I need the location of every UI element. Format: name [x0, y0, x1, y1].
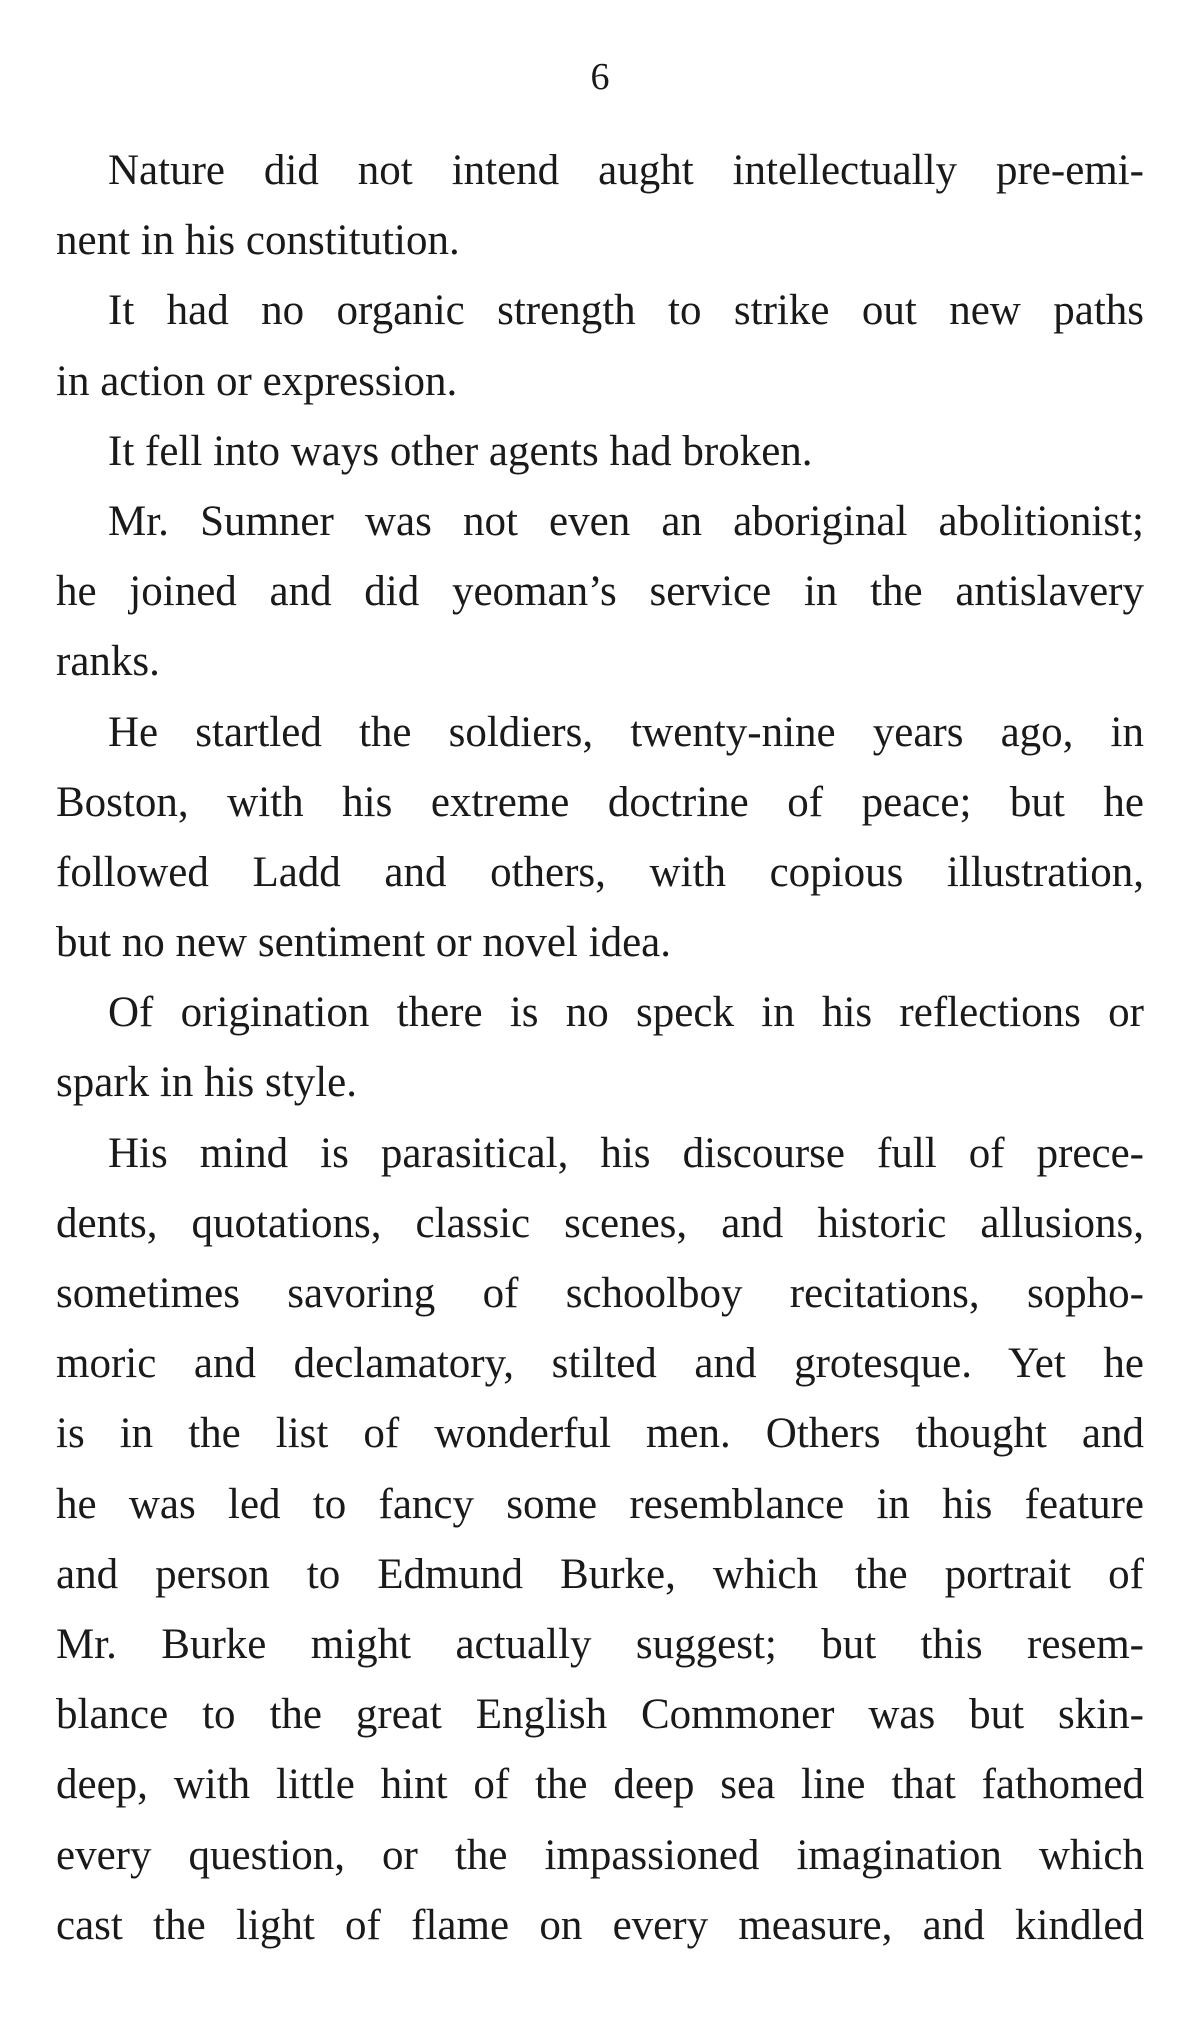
text-line: Nature did not intend aught intellectually pre-emi- — [108, 147, 1144, 194]
text-line: spark in his style. — [56, 1059, 357, 1107]
text-line: followed Ladd and others, with copious illustration, — [56, 848, 1144, 896]
text-line: he was led to fancy some resemblance in his feature — [56, 1480, 1144, 1528]
text-line: His mind is parasitical, his discourse full of prece- — [108, 1129, 1144, 1177]
text-line: and person to Edmund Burke, which the portrait of — [56, 1550, 1144, 1598]
text-line: but no new sentiment or novel idea. — [56, 919, 671, 967]
text-line: is in the list of wonderful men. Others thought and — [56, 1410, 1144, 1458]
text-line: It fell into ways other agents had broken. — [108, 427, 813, 475]
text-line: ranks. — [56, 638, 160, 686]
text-line: sometimes savoring of schoolboy recitations, sopho- — [56, 1270, 1144, 1317]
text-line: It had no organic strength to strike out new paths — [108, 287, 1144, 335]
text-line: he joined and did yeoman’s service in the antislavery — [56, 568, 1144, 616]
text-line: Mr. Burke might actually suggest; but this resem- — [56, 1620, 1144, 1668]
text-line: every question, or the impassioned imagination which — [56, 1831, 1144, 1879]
text-line: He startled the soldiers, twenty-nine years ago, in — [108, 708, 1144, 756]
text-line: cast the light of flame on every measure, and kindled — [56, 1901, 1144, 1949]
page-number: 6 — [590, 56, 610, 98]
text-line: Of origination there is no speck in his reflections or — [108, 989, 1144, 1037]
body-text — [56, 136, 1144, 1961]
text-line: deep, with little hint of the deep sea line that fathomed — [56, 1761, 1144, 1809]
text-line: blance to the great English Commoner was but skin- — [56, 1691, 1144, 1739]
text-line: in action or expression. — [56, 357, 458, 405]
text-line: nent in his constitution. — [56, 217, 460, 265]
text-line: Mr. Sumner was not even an aboriginal abolitionist; — [108, 497, 1144, 545]
text-line: dents, quotations, classic scenes, and historic allusions, — [56, 1199, 1144, 1247]
text-line: moric and declamatory, stilted and grotesque. Yet he — [56, 1340, 1144, 1388]
text-line: Boston, with his extreme doctrine of peace; but he — [56, 778, 1144, 826]
